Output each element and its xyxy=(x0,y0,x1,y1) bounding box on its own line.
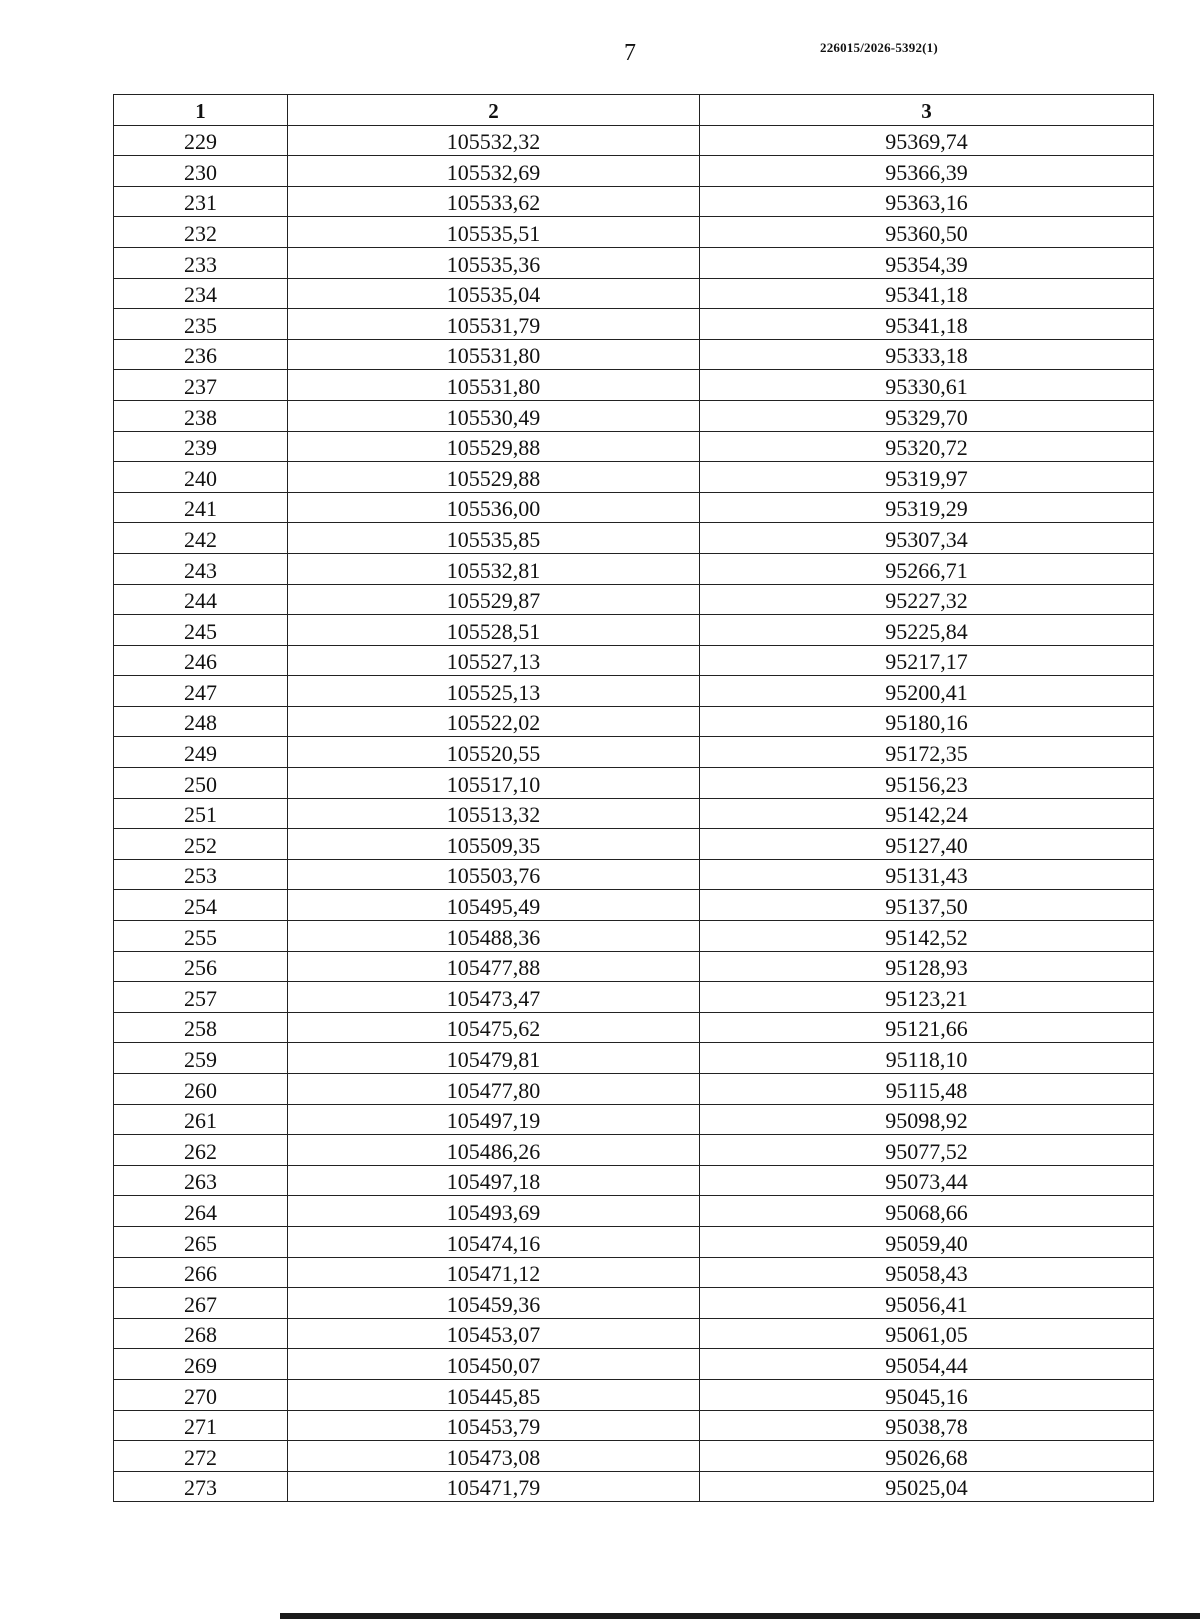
coordinate-x-cell: 105509,35 xyxy=(288,829,700,860)
table-row xyxy=(114,1196,1154,1227)
table-row xyxy=(114,523,1154,554)
table-row xyxy=(114,645,1154,676)
coordinate-y-cell: 95115,48 xyxy=(700,1074,1154,1105)
coordinate-x-cell: 105503,76 xyxy=(288,859,700,890)
coordinate-y-cell: 95320,72 xyxy=(700,431,1154,462)
table-row xyxy=(114,462,1154,493)
coordinate-x-cell: 105517,10 xyxy=(288,768,700,799)
coordinate-x-cell: 105474,16 xyxy=(288,1226,700,1257)
point-number-cell: 251 xyxy=(114,798,288,829)
coordinate-x-cell: 105453,07 xyxy=(288,1318,700,1349)
table-row xyxy=(114,156,1154,187)
table-row xyxy=(114,309,1154,340)
coordinate-x-cell: 105475,62 xyxy=(288,1012,700,1043)
coordinate-y-cell: 95127,40 xyxy=(700,829,1154,860)
coordinate-y-cell: 95200,41 xyxy=(700,676,1154,707)
point-number-cell: 230 xyxy=(114,156,288,187)
table-row xyxy=(114,400,1154,431)
point-number-cell: 234 xyxy=(114,278,288,309)
coordinate-y-cell: 95056,41 xyxy=(700,1288,1154,1319)
coordinate-y-cell: 95227,32 xyxy=(700,584,1154,615)
point-number-cell: 241 xyxy=(114,492,288,523)
coordinate-y-cell: 95307,34 xyxy=(700,523,1154,554)
coordinate-x-cell: 105535,36 xyxy=(288,247,700,278)
table-row xyxy=(114,1318,1154,1349)
coordinate-y-cell: 95077,52 xyxy=(700,1135,1154,1166)
table-row xyxy=(114,125,1154,156)
point-number-cell: 269 xyxy=(114,1349,288,1380)
coordinate-x-cell: 105532,69 xyxy=(288,156,700,187)
point-number-cell: 245 xyxy=(114,615,288,646)
coordinate-y-cell: 95058,43 xyxy=(700,1257,1154,1288)
coordinate-x-cell: 105473,47 xyxy=(288,982,700,1013)
point-number-cell: 250 xyxy=(114,768,288,799)
column-header-3: 3 xyxy=(700,95,1154,126)
coordinate-y-cell: 95123,21 xyxy=(700,982,1154,1013)
table-header-row xyxy=(114,95,1154,126)
table-body xyxy=(114,125,1154,1502)
point-number-cell: 271 xyxy=(114,1410,288,1441)
coordinate-x-cell: 105495,49 xyxy=(288,890,700,921)
coordinate-y-cell: 95098,92 xyxy=(700,1104,1154,1135)
table-row xyxy=(114,1379,1154,1410)
coordinate-x-cell: 105522,02 xyxy=(288,706,700,737)
point-number-cell: 233 xyxy=(114,247,288,278)
table-row xyxy=(114,890,1154,921)
coordinate-y-cell: 95341,18 xyxy=(700,278,1154,309)
point-number-cell: 229 xyxy=(114,125,288,156)
table-row xyxy=(114,1104,1154,1135)
coordinate-x-cell: 105497,19 xyxy=(288,1104,700,1135)
coordinate-x-cell: 105493,69 xyxy=(288,1196,700,1227)
point-number-cell: 264 xyxy=(114,1196,288,1227)
coordinate-y-cell: 95360,50 xyxy=(700,217,1154,248)
coordinate-y-cell: 95025,04 xyxy=(700,1471,1154,1502)
point-number-cell: 252 xyxy=(114,829,288,860)
table-row xyxy=(114,492,1154,523)
page-number: 7 xyxy=(624,40,636,66)
coordinate-x-cell: 105536,00 xyxy=(288,492,700,523)
coordinate-x-cell: 105488,36 xyxy=(288,921,700,952)
table-row xyxy=(114,1226,1154,1257)
coordinate-x-cell: 105471,12 xyxy=(288,1257,700,1288)
point-number-cell: 272 xyxy=(114,1441,288,1472)
point-number-cell: 258 xyxy=(114,1012,288,1043)
coordinate-y-cell: 95266,71 xyxy=(700,553,1154,584)
table-row xyxy=(114,1012,1154,1043)
coordinate-x-cell: 105477,88 xyxy=(288,951,700,982)
coordinate-x-cell: 105459,36 xyxy=(288,1288,700,1319)
table-row xyxy=(114,1257,1154,1288)
table-row xyxy=(114,706,1154,737)
point-number-cell: 247 xyxy=(114,676,288,707)
bottom-scan-edge xyxy=(280,1613,1200,1619)
coordinate-x-cell: 105529,88 xyxy=(288,431,700,462)
coordinate-y-cell: 95172,35 xyxy=(700,737,1154,768)
table-row xyxy=(114,217,1154,248)
point-number-cell: 262 xyxy=(114,1135,288,1166)
coordinate-y-cell: 95045,16 xyxy=(700,1379,1154,1410)
coordinate-x-cell: 105535,04 xyxy=(288,278,700,309)
table-row xyxy=(114,1288,1154,1319)
table-row xyxy=(114,1441,1154,1472)
coordinate-x-cell: 105497,18 xyxy=(288,1165,700,1196)
table-row xyxy=(114,615,1154,646)
coordinate-y-cell: 95354,39 xyxy=(700,247,1154,278)
table-row xyxy=(114,1410,1154,1441)
coordinate-y-cell: 95038,78 xyxy=(700,1410,1154,1441)
coordinate-x-cell: 105520,55 xyxy=(288,737,700,768)
table-row xyxy=(114,370,1154,401)
table-row xyxy=(114,768,1154,799)
coordinate-x-cell: 105535,85 xyxy=(288,523,700,554)
point-number-cell: 240 xyxy=(114,462,288,493)
coordinate-x-cell: 105453,79 xyxy=(288,1410,700,1441)
coordinate-x-cell: 105445,85 xyxy=(288,1379,700,1410)
coordinates-table xyxy=(113,94,1154,1502)
coordinate-x-cell: 105486,26 xyxy=(288,1135,700,1166)
coordinate-y-cell: 95054,44 xyxy=(700,1349,1154,1380)
point-number-cell: 265 xyxy=(114,1226,288,1257)
coordinate-y-cell: 95225,84 xyxy=(700,615,1154,646)
point-number-cell: 249 xyxy=(114,737,288,768)
point-number-cell: 246 xyxy=(114,645,288,676)
point-number-cell: 268 xyxy=(114,1318,288,1349)
coordinate-x-cell: 105530,49 xyxy=(288,400,700,431)
point-number-cell: 257 xyxy=(114,982,288,1013)
table-row xyxy=(114,186,1154,217)
coordinate-x-cell: 105531,80 xyxy=(288,370,700,401)
coordinate-y-cell: 95059,40 xyxy=(700,1226,1154,1257)
table-row xyxy=(114,951,1154,982)
coordinate-y-cell: 95142,24 xyxy=(700,798,1154,829)
coordinate-y-cell: 95319,97 xyxy=(700,462,1154,493)
column-header-2: 2 xyxy=(288,95,700,126)
table-row xyxy=(114,1135,1154,1166)
coordinate-y-cell: 95073,44 xyxy=(700,1165,1154,1196)
coordinate-y-cell: 95180,16 xyxy=(700,706,1154,737)
table-row xyxy=(114,339,1154,370)
coordinate-x-cell: 105531,79 xyxy=(288,309,700,340)
coordinate-y-cell: 95128,93 xyxy=(700,951,1154,982)
coordinate-y-cell: 95330,61 xyxy=(700,370,1154,401)
coordinate-y-cell: 95118,10 xyxy=(700,1043,1154,1074)
coordinate-y-cell: 95131,43 xyxy=(700,859,1154,890)
coordinate-x-cell: 105450,07 xyxy=(288,1349,700,1380)
coordinate-x-cell: 105479,81 xyxy=(288,1043,700,1074)
point-number-cell: 259 xyxy=(114,1043,288,1074)
coordinate-x-cell: 105532,32 xyxy=(288,125,700,156)
point-number-cell: 232 xyxy=(114,217,288,248)
coordinate-y-cell: 95026,68 xyxy=(700,1441,1154,1472)
coordinate-y-cell: 95366,39 xyxy=(700,156,1154,187)
point-number-cell: 235 xyxy=(114,309,288,340)
coordinate-y-cell: 95068,66 xyxy=(700,1196,1154,1227)
coordinate-x-cell: 105529,88 xyxy=(288,462,700,493)
table-row xyxy=(114,584,1154,615)
coordinate-y-cell: 95319,29 xyxy=(700,492,1154,523)
point-number-cell: 263 xyxy=(114,1165,288,1196)
coordinate-x-cell: 105531,80 xyxy=(288,339,700,370)
coordinate-y-cell: 95341,18 xyxy=(700,309,1154,340)
table-row xyxy=(114,1471,1154,1502)
coordinate-x-cell: 105473,08 xyxy=(288,1441,700,1472)
point-number-cell: 236 xyxy=(114,339,288,370)
coordinate-y-cell: 95061,05 xyxy=(700,1318,1154,1349)
point-number-cell: 231 xyxy=(114,186,288,217)
point-number-cell: 244 xyxy=(114,584,288,615)
coordinate-y-cell: 95369,74 xyxy=(700,125,1154,156)
point-number-cell: 273 xyxy=(114,1471,288,1502)
table-row xyxy=(114,431,1154,462)
coordinate-x-cell: 105527,13 xyxy=(288,645,700,676)
table-row xyxy=(114,982,1154,1013)
coordinate-y-cell: 95217,17 xyxy=(700,645,1154,676)
coordinate-x-cell: 105477,80 xyxy=(288,1074,700,1105)
coordinate-x-cell: 105525,13 xyxy=(288,676,700,707)
point-number-cell: 266 xyxy=(114,1257,288,1288)
table-row xyxy=(114,737,1154,768)
table-row xyxy=(114,859,1154,890)
table-row xyxy=(114,798,1154,829)
point-number-cell: 242 xyxy=(114,523,288,554)
coordinate-y-cell: 95329,70 xyxy=(700,400,1154,431)
coordinate-x-cell: 105532,81 xyxy=(288,553,700,584)
coordinate-y-cell: 95142,52 xyxy=(700,921,1154,952)
point-number-cell: 238 xyxy=(114,400,288,431)
coordinate-y-cell: 95363,16 xyxy=(700,186,1154,217)
table-row xyxy=(114,247,1154,278)
coordinate-y-cell: 95137,50 xyxy=(700,890,1154,921)
table-row xyxy=(114,1043,1154,1074)
column-header-1: 1 xyxy=(114,95,288,126)
point-number-cell: 248 xyxy=(114,706,288,737)
point-number-cell: 270 xyxy=(114,1379,288,1410)
coordinate-y-cell: 95156,23 xyxy=(700,768,1154,799)
point-number-cell: 239 xyxy=(114,431,288,462)
table-row xyxy=(114,1074,1154,1105)
table-row xyxy=(114,553,1154,584)
table-row xyxy=(114,278,1154,309)
coordinate-x-cell: 105528,51 xyxy=(288,615,700,646)
point-number-cell: 254 xyxy=(114,890,288,921)
table-row xyxy=(114,1165,1154,1196)
point-number-cell: 256 xyxy=(114,951,288,982)
table-row xyxy=(114,1349,1154,1380)
table-row xyxy=(114,921,1154,952)
point-number-cell: 243 xyxy=(114,553,288,584)
coordinate-x-cell: 105529,87 xyxy=(288,584,700,615)
document-reference: 226015/2026-5392(1) xyxy=(820,40,938,55)
point-number-cell: 267 xyxy=(114,1288,288,1319)
point-number-cell: 260 xyxy=(114,1074,288,1105)
coordinate-y-cell: 95121,66 xyxy=(700,1012,1154,1043)
coordinate-y-cell: 95333,18 xyxy=(700,339,1154,370)
coordinate-x-cell: 105513,32 xyxy=(288,798,700,829)
coordinate-x-cell: 105471,79 xyxy=(288,1471,700,1502)
table-row xyxy=(114,829,1154,860)
point-number-cell: 261 xyxy=(114,1104,288,1135)
coordinate-x-cell: 105533,62 xyxy=(288,186,700,217)
point-number-cell: 255 xyxy=(114,921,288,952)
point-number-cell: 253 xyxy=(114,859,288,890)
coordinate-x-cell: 105535,51 xyxy=(288,217,700,248)
point-number-cell: 237 xyxy=(114,370,288,401)
table-row xyxy=(114,676,1154,707)
